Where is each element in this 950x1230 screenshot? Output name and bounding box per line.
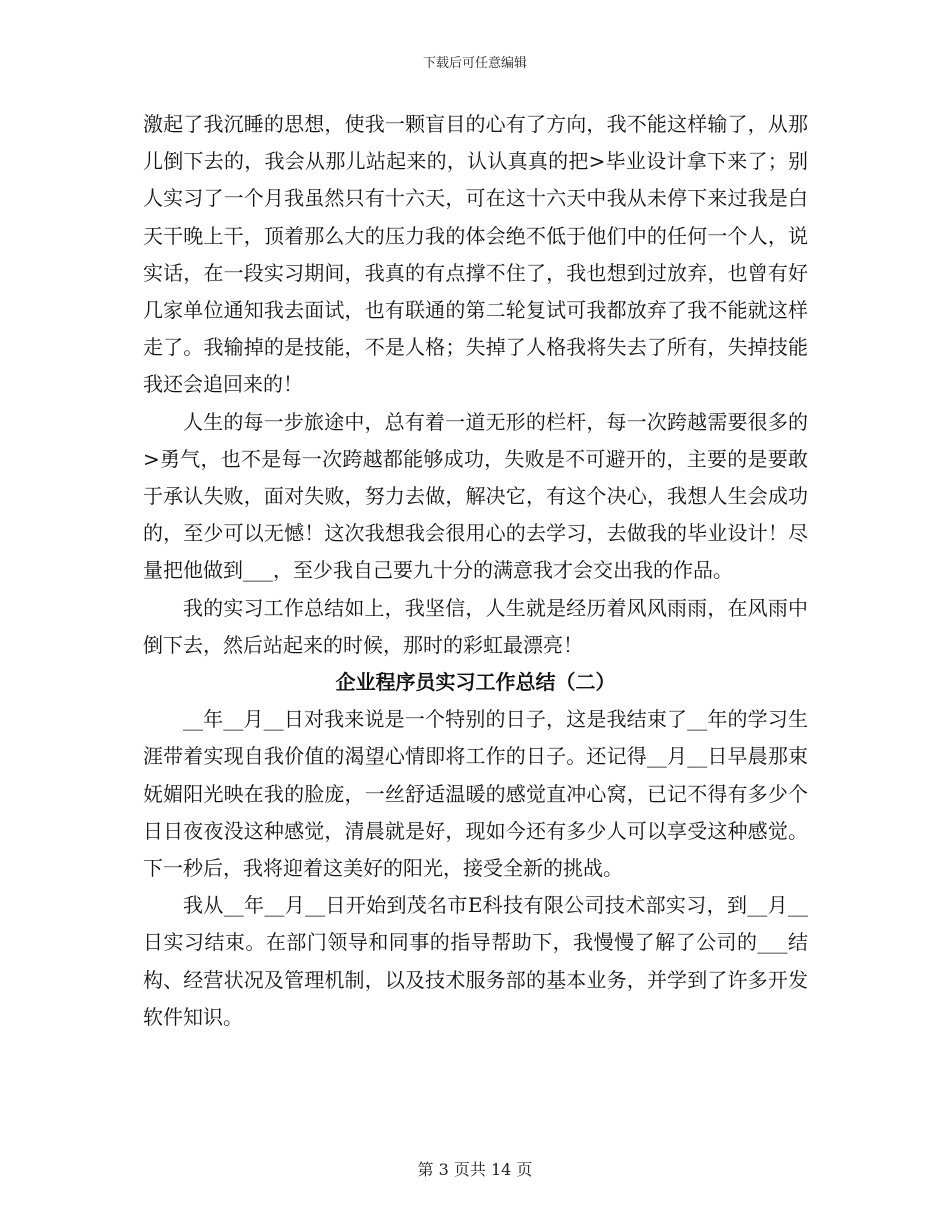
paragraph-continuation: 激起了我沉睡的思想，使我一颗盲目的心有了方向，我不能这样输了，从那儿倒下去的，我会从那儿站起来的，认认真真的把>毕业设计拿下来了；别人实习了一个月我虽然只有十六天，可在这十六天中我从未停下来过我是白天干晚上干，顶着那么大的压力我的体会绝不低于他们中的任何一个人，说实话，在一段实习期间，我真的有点撑不住了，我也想到过放弃，也曾有好几家单位通知我去面试，也有联通的第二轮复试可我都放弃了我不能就这样走了。我输掉的是技能，不是人格；失掉了人格我将失去了所有，失掉技能我还会追回来的！ [143, 112, 808, 397]
paragraph-life-journey: 人生的每一步旅途中，总有着一道无形的栏杆，每一次跨越需要很多的>勇气，也不是每一次跨越都能够成功，失败是不可避开的，主要的是要敢于承认失败，面对失败，努力去做，解决它，有这个决心，我想人生会成功的，至少可以无憾！这次我想我会很用心的去学习，去做我的毕业设计！尽量把他做到___，至少我自己要九十分的满意我才会交出我的作品。 [143, 409, 808, 583]
page-header: 下载后可任意编辑 [422, 56, 527, 71]
paragraph-internship-start: 我从__年__月__日开始到茂名市E科技有限公司技术部实习，到__月__日实习结束。在部门领导和同事的指导帮助下，我慢慢了解了公司的___结构、经营状况及管理机制，以及技术服务部的基本业务，并学到了许多开发软件知识。 [143, 893, 808, 1029]
page-number-footer: 第 3 页共 14 页 [417, 1160, 533, 1179]
paragraph-special-day: __年__月__日对我来说是一个特别的日子，这是我结束了__年的学习生涯带着实现自我价值的渴望心情即将工作的日子。还记得__月__日早晨那束妩媚阳光映在我的脸庞，一丝舒适温暖的感觉直冲心窝，已记不得有多少个日日夜夜没这种感觉，清晨就是好，现如今还有多少人可以享受这种感觉。下一秒后，我将迎着这美好的阳光，接受全新的挑战。 [143, 707, 808, 881]
document-body [143, 106, 808, 1036]
section-title: 企业程序员实习工作总结（二） [335, 670, 616, 695]
paragraph-summary-conclusion: 我的实习工作总结如上，我坚信，人生就是经历着风风雨雨，在风雨中倒下去，然后站起来的时候，那时的彩虹最漂亮！ [143, 595, 808, 657]
